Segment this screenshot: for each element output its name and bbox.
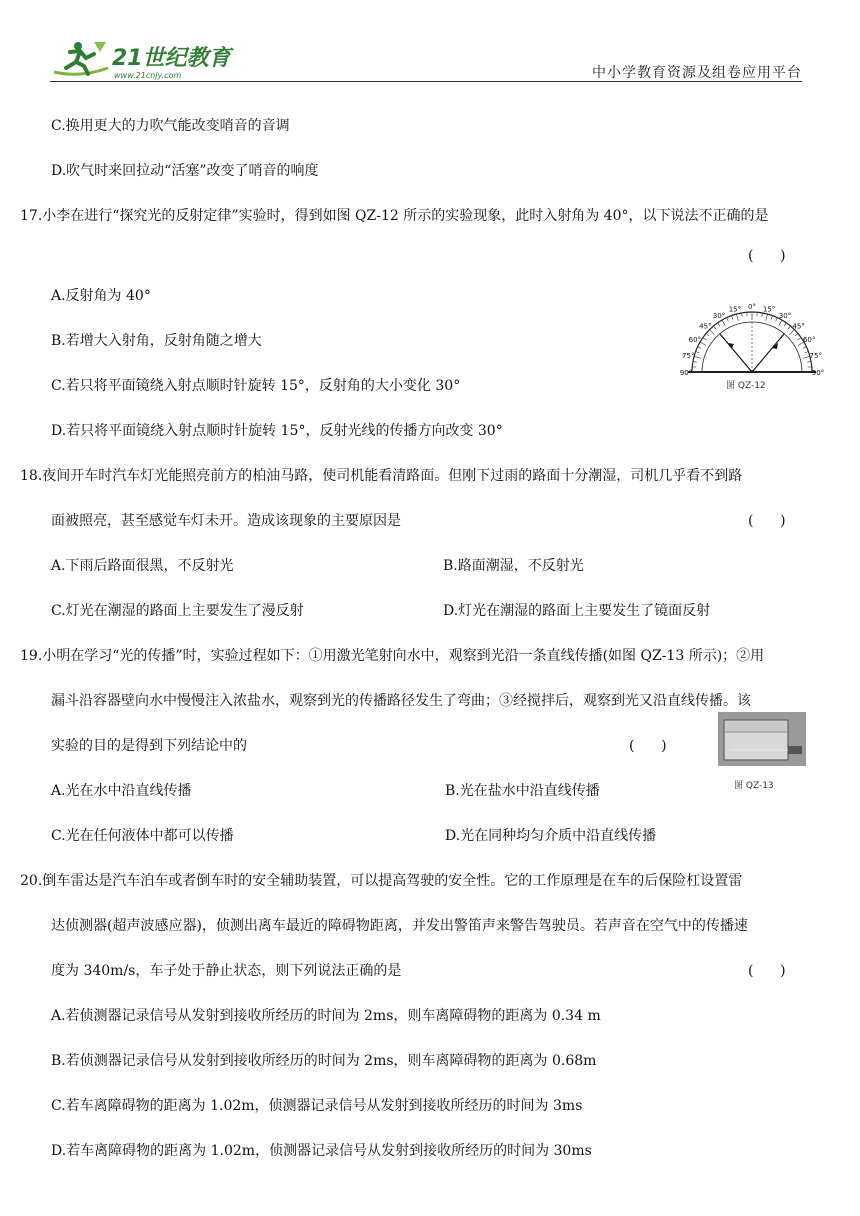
q17-option-c: C.若只将平面镜绕入射点顺时针旋转 15°，反射角的大小变化 30° xyxy=(51,378,461,394)
site-logo xyxy=(50,38,231,82)
q20-stem-line2: 达侦测器(超声波感应器)，侦测出离车最近的障碍物距离，并发出警笛声来警告驾驶员。若声音在空气中的传播速 xyxy=(51,918,748,934)
q20-option-b: B.若侦测器记录信号从发射到接收所经历的时间为 2ms，则车离障碍物的距离为 0.68m xyxy=(51,1053,597,1069)
protractor-tick-label: 90° xyxy=(811,369,825,377)
protractor-tick xyxy=(731,316,732,320)
svg-text:21世纪教育: 21世纪教育 xyxy=(112,46,231,71)
protractor-tick xyxy=(693,362,697,363)
protractor-tick-label: 45° xyxy=(792,322,805,331)
protractor-tick xyxy=(727,318,729,322)
protractor-tick-label: 15° xyxy=(728,305,742,314)
protractor-tick xyxy=(694,356,701,358)
q20-option-a: A.若侦测器记录信号从发射到接收所经历的时间为 2ms，则车离障碍物的距离为 0.34 m xyxy=(51,1008,601,1024)
q18-option-a: A.下雨后路面很黑，不反射光 xyxy=(51,558,234,574)
svg-text:www.21cnjy.com: www.21cnjy.com xyxy=(114,71,182,80)
q19-stem-line1: 19.小明在学习“光的传播”时，实验过程如下：①用激光笔射向水中，观察到光沿一条直线传播(如图 QZ-13 所示)；②用 xyxy=(20,648,765,664)
q19-option-d: D.光在同种均匀介质中沿直线传播 xyxy=(445,828,657,844)
protractor-tick xyxy=(698,347,702,349)
protractor-reflection-icon xyxy=(679,303,825,380)
water-tank-photo-icon xyxy=(718,712,806,766)
protractor-tick xyxy=(696,351,700,352)
protractor-tick xyxy=(805,351,809,352)
q17-stem: 17.小李在进行“探究光的反射定律”实验时，得到如图 QZ-12 所示的实验现象，此时入射角为 40°，以下说法不正确的是 xyxy=(20,208,769,224)
protractor-tick xyxy=(722,320,726,326)
figure-qz-13-caption: 图 QZ-13 xyxy=(734,781,774,791)
figure-qz-12-caption: 图 QZ-12 xyxy=(726,381,766,391)
protractor-tick xyxy=(742,313,743,317)
q18-option-d: D.灯光在潮湿的路面上主要发生了镜面反射 xyxy=(443,603,711,619)
protractor-tick-label: 60° xyxy=(802,336,816,344)
q16-option-d: D.吹气时来回拉动“活塞”改变了哨音的响度 xyxy=(51,163,319,179)
protractor-tick-label: 75° xyxy=(682,351,695,360)
q18-answer-paren: ( ) xyxy=(748,513,786,529)
q17-option-a: A.反射角为 40° xyxy=(51,288,151,304)
protractor-tick xyxy=(779,320,783,326)
protractor-tick-label: 75° xyxy=(809,351,822,360)
header-divider xyxy=(50,81,802,82)
q17-answer-paren: ( ) xyxy=(748,248,786,264)
protractor-tick xyxy=(713,326,716,329)
protractor-tick xyxy=(706,333,709,336)
protractor-tick xyxy=(798,338,801,340)
protractor-tick xyxy=(718,323,720,326)
q16-option-c: C.换用更大的力吹气能改变哨音的音调 xyxy=(51,118,290,134)
protractor-tick-label: 30° xyxy=(712,311,726,320)
q18-option-b: B.路面潮湿，不反射光 xyxy=(443,558,584,574)
protractor-tick-label: 60° xyxy=(688,336,702,344)
figure-qz-12 xyxy=(679,303,825,391)
q17-option-b: B.若增大入射角，反射角随之增大 xyxy=(51,333,262,349)
q20-answer-paren: ( ) xyxy=(748,963,786,979)
protractor-tick-label: 15° xyxy=(762,305,776,314)
protractor-tick xyxy=(784,323,786,326)
q17-option-d: D.若只将平面镜绕入射点顺时针旋转 15°，反射光线的传播方向改变 30° xyxy=(51,423,503,439)
figure-qz-13 xyxy=(718,712,806,794)
q20-stem-line3: 度为 340m/s，车子处于静止状态，则下列说法正确的是 xyxy=(51,963,402,979)
q19-stem-line2: 漏斗沿容器壁向水中慢慢注入浓盐水，观察到光的传播路径发生了弯曲；③经搅拌后，观察到光又沿直线传播。该 xyxy=(51,693,751,709)
platform-title: 中小学教育资源及组卷应用平台 xyxy=(592,65,802,81)
q20-option-d: D.若车离障碍物的距离为 1.02m，侦测器记录信号从发射到接收所经历的时间为 30ms xyxy=(51,1143,592,1159)
protractor-tick-label: 0° xyxy=(748,303,756,311)
protractor-tick xyxy=(703,338,706,340)
protractor-tick-label: 90° xyxy=(679,369,693,377)
q19-option-b: B.光在盐水中沿直线传播 xyxy=(445,783,600,799)
protractor-tick xyxy=(766,314,768,321)
q18-stem-line1: 18.夜间开车时汽车灯光能照亮前方的柏油马路，使司机能看清路面。但刚下过雨的路面十分潮湿，司机几乎看不到路 xyxy=(20,468,743,484)
protractor-tick xyxy=(771,316,772,320)
protractor-tick xyxy=(762,313,763,317)
protractor-tick xyxy=(776,318,778,322)
protractor-tick-label: 30° xyxy=(778,311,792,320)
runner-logo-icon xyxy=(50,38,231,82)
protractor-tick xyxy=(807,362,811,363)
q20-stem-line1: 20.倒车雷达是汽车泊车或者倒车时的安全辅助装置，可以提高驾驶的安全性。它的工作原理是在车的后保险杠设置雷 xyxy=(20,873,743,889)
page-header xyxy=(0,0,860,90)
protractor-tick xyxy=(788,326,791,329)
protractor-tick xyxy=(736,314,738,321)
protractor-tick xyxy=(803,347,807,349)
protractor-tick xyxy=(795,333,798,336)
q19-option-c: C.光在任何液体中都可以传播 xyxy=(51,828,234,844)
q20-option-c: C.若车离障碍物的距离为 1.02m，侦测器记录信号从发射到接收所经历的时间为 3ms xyxy=(51,1098,583,1114)
protractor-tick-label: 45° xyxy=(699,322,712,331)
q18-stem-line2: 面被照亮，甚至感觉车灯未开。造成该现象的主要原因是 xyxy=(51,513,401,529)
q18-option-c: C.灯光在潮湿的路面上主要发生了漫反射 xyxy=(51,603,304,619)
q19-option-a: A.光在水中沿直线传播 xyxy=(51,783,192,799)
q19-answer-paren: ( ) xyxy=(629,738,667,754)
q19-stem-line3: 实验的目的是得到下列结论中的 xyxy=(51,738,247,754)
